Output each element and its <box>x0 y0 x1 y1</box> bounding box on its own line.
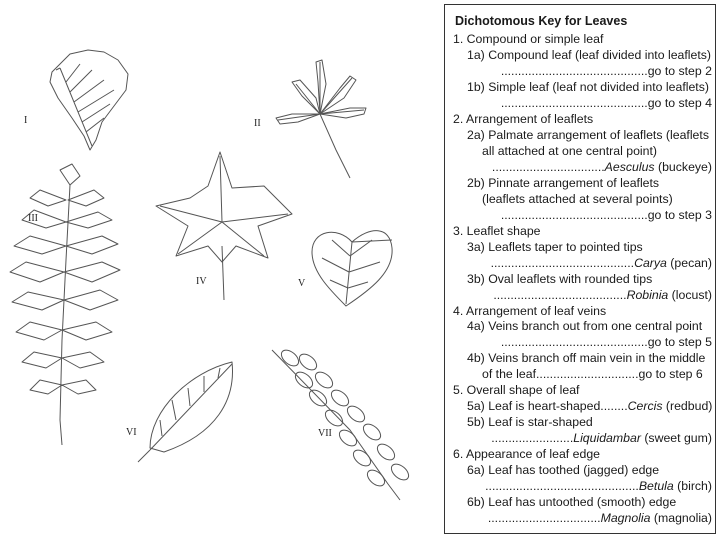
leaf-label-i: I <box>24 115 28 126</box>
key-title: Dichotomous Key for Leaves <box>455 14 628 28</box>
key-line-opt: 1a) Compound leaf (leaf divided into leaflets) <box>467 48 712 62</box>
key-line-cont: (leaflets attached at several points) <box>482 191 673 206</box>
key-line-sec: 6. Appearance of leaf edge <box>453 447 600 462</box>
key-line-cont: all attached at one central point) <box>482 143 658 158</box>
leaf-label-iv: IV <box>196 276 207 287</box>
key-line-sec: 4. Arrangement of leaf veins <box>453 303 607 318</box>
key-line-sec: 5. Overall shape of leaf <box>453 383 580 398</box>
key-line-opt: 5a) Leaf is heart-shaped........Cercis (redbud) <box>467 399 713 414</box>
key-line-opt: 3a) Leaflets taper to pointed tips <box>467 239 643 254</box>
leaf-vi-drawing <box>138 362 232 462</box>
dichotomous-key-box <box>444 4 716 534</box>
leaf-vii-drawing <box>272 347 412 500</box>
key-line-opt: 3b) Oval leaflets with rounded tips <box>467 271 653 286</box>
key-line-opt: 4a) Veins branch out from one central point <box>467 319 703 334</box>
leaf-i-drawing <box>50 50 128 150</box>
key-line-opt: 4b) Veins branch off main vein in the middle <box>467 351 706 366</box>
key-line-opt: 6a) Leaf has toothed (jagged) edge <box>467 463 660 478</box>
key-line-end: .......................................Robinia (locust) <box>493 287 712 302</box>
key-line-opt: 1b) Simple leaf (leaf not divided into leaflets) <box>467 79 709 94</box>
key-line-opt: 6b) Leaf has untoothed (smooth) edge <box>467 495 677 510</box>
key-line-end: ........................Liquidambar (sweet gum) <box>491 431 712 446</box>
leaf-label-iii: III <box>28 213 38 224</box>
leaf-label-vii: VII <box>318 428 332 439</box>
leaf-v-drawing <box>312 231 392 306</box>
key-line-sec: 1. Compound or simple leaf <box>453 32 604 46</box>
leaf-label-v: V <box>298 278 306 289</box>
key-line-opt: 2a) Palmate arrangement of leaflets (leaflets <box>467 127 709 142</box>
key-line-end: .............................................Betula (birch) <box>485 479 712 494</box>
key-line-end: .................................Magnolia (magnolia) <box>487 511 712 525</box>
key-line-end: ...........................................go to step 4 <box>500 95 712 110</box>
key-line-end: ..........................................Carya (pecan) <box>490 255 712 270</box>
key-line-sec: 3. Leaflet shape <box>453 223 541 238</box>
leaf-iv-drawing <box>156 152 292 300</box>
key-line-cont: of the leaf..............................go to step 6 <box>482 367 703 382</box>
key-line-end: .................................Aesculus (buckeye) <box>491 159 712 174</box>
leaf-iii-drawing <box>10 164 120 445</box>
key-line-end: ...........................................go to step 5 <box>500 335 712 350</box>
key-line-opt: 2b) Pinnate arrangement of leaflets <box>467 175 660 190</box>
leaf-ii-drawing <box>276 60 366 178</box>
leaf-label-vi: VI <box>126 427 137 438</box>
key-line-end: ...........................................go to step 3 <box>500 207 712 222</box>
leaf-label-ii: II <box>254 118 261 129</box>
key-line-sec: 2. Arrangement of leaflets <box>453 111 594 126</box>
key-line-end: ...........................................go to step 2 <box>500 63 712 78</box>
key-line-opt: 5b) Leaf is star-shaped <box>467 415 593 430</box>
